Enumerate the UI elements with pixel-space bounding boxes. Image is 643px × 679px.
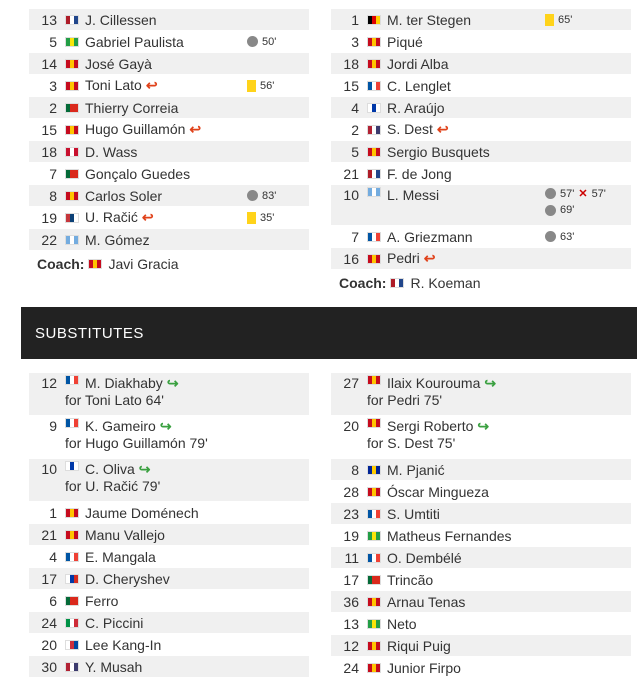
yellow-card-icon [247, 80, 256, 92]
shirt-number: 13 [343, 615, 359, 632]
away-coach-row [331, 270, 631, 297]
flag-fr-icon [367, 232, 381, 242]
player-name[interactable]: A. Griezmann [387, 228, 473, 245]
flag-uy-icon [65, 461, 79, 471]
away-sub-row[interactable] [331, 459, 631, 481]
home-player-row[interactable] [29, 229, 309, 251]
shirt-number: 4 [351, 99, 359, 116]
event-minute: 35' [260, 211, 275, 224]
player-name[interactable]: Sergi Roberto ↪ for S. Dest 75' [387, 418, 631, 452]
home-player-row[interactable] [29, 31, 309, 53]
substitution-in-icon: ↪ [484, 375, 497, 391]
shirt-number: 20 [343, 418, 359, 434]
flag-kr-icon [65, 640, 79, 650]
event-minute: 63' [560, 230, 575, 243]
player-name[interactable]: O. Dembélé [387, 549, 462, 566]
shirt-number: 24 [343, 659, 359, 676]
player-name[interactable]: Trincão [387, 571, 434, 588]
shirt-number: 4 [49, 548, 57, 565]
shirt-number: 36 [343, 593, 359, 610]
shirt-number: 5 [351, 143, 359, 160]
event-icons [247, 212, 309, 224]
flag-es-icon [367, 597, 381, 607]
flag-uy-icon [367, 103, 381, 113]
shirt-number: 21 [41, 526, 57, 543]
home-player-row[interactable] [29, 97, 309, 119]
shirt-number: 10 [343, 187, 359, 203]
flag-fr-icon [65, 375, 79, 385]
missed-penalty-icon: ✕ [578, 188, 588, 200]
shirt-number: 20 [41, 636, 57, 653]
away-substitutes [331, 373, 631, 679]
home-coach-row [29, 251, 309, 278]
player-name[interactable]: D. Cheryshev [85, 570, 170, 587]
shirt-number: 18 [343, 55, 359, 72]
flag-br-icon [367, 619, 381, 629]
substitution-in-icon: ↪ [477, 418, 490, 434]
player-name[interactable]: Sergio Busquets [387, 143, 490, 160]
away-sub-row[interactable] [331, 635, 631, 657]
flag-de-icon [367, 15, 381, 25]
player-name[interactable]: Lee Kang-In [85, 636, 162, 653]
flag-ar-icon [65, 235, 79, 245]
player-name[interactable]: M. Diakhaby ↪ for Toni Lato 64' [85, 375, 309, 409]
goal-ball-icon [247, 36, 258, 47]
flag-es-icon [65, 125, 79, 135]
shirt-number: 8 [351, 461, 359, 478]
away-sub-row[interactable] [331, 503, 631, 525]
shirt-number: 1 [351, 11, 359, 28]
shirt-number: 21 [343, 165, 359, 182]
shirt-number: 17 [343, 571, 359, 588]
player-name[interactable]: Junior Firpo [387, 659, 461, 676]
substitution-out-icon: ↩ [423, 250, 436, 266]
player-name[interactable]: Gabriel Paulista [85, 33, 184, 50]
shirt-number: 12 [343, 637, 359, 654]
event-icons [545, 231, 631, 243]
flag-fr-icon [367, 553, 381, 563]
substitution-in-icon: ↪ [138, 461, 151, 477]
substitution-out-icon: ↩ [189, 121, 202, 137]
home-player-row[interactable] [29, 163, 309, 185]
shirt-number: 13 [41, 11, 57, 28]
event-icons [247, 36, 309, 48]
flag-pt-icon [65, 103, 79, 113]
flag-dk-icon [65, 147, 79, 157]
home-sub-row[interactable] [29, 612, 309, 634]
away-player-row[interactable] [331, 248, 631, 270]
shirt-number: 23 [343, 505, 359, 522]
substitution-detail: for U. Račić 79' [65, 478, 161, 494]
flag-es-icon [367, 663, 381, 673]
goal-ball-icon [545, 205, 556, 216]
home-player-row[interactable] [29, 185, 309, 207]
home-player-row[interactable] [29, 53, 309, 75]
shirt-number: 7 [351, 228, 359, 245]
shirt-number: 7 [49, 165, 57, 182]
shirt-number: 5 [49, 33, 57, 50]
player-name[interactable]: Gonçalo Guedes [85, 165, 191, 182]
player-name[interactable]: Thierry Correia [85, 99, 179, 116]
player-name[interactable]: Hugo Guillamón ↩ [85, 121, 202, 137]
event-minute: 69' [560, 204, 575, 216]
player-name[interactable]: S. Dest ↩ [387, 121, 449, 137]
substitution-detail: for S. Dest 75' [367, 435, 456, 451]
away-player-row[interactable] [331, 97, 631, 119]
player-name[interactable]: S. Umtiti [387, 505, 440, 522]
player-name[interactable]: Ferro [85, 592, 119, 609]
home-lineup [29, 9, 309, 278]
shirt-number: 2 [49, 99, 57, 116]
home-substitutes [29, 373, 309, 678]
shirt-number: 24 [41, 614, 57, 631]
flag-br-icon [367, 531, 381, 541]
player-name[interactable]: Pedri ↩ [387, 250, 436, 266]
home-player-row[interactable] [29, 141, 309, 163]
away-player-row[interactable] [331, 119, 631, 141]
flag-nl-icon [65, 15, 79, 25]
flag-ba-icon [367, 465, 381, 475]
shirt-number: 14 [41, 55, 57, 72]
flag-es-icon [65, 59, 79, 69]
flag-pt-icon [65, 169, 79, 179]
home-player-row[interactable] [29, 75, 309, 97]
yellow-card-icon [545, 14, 554, 26]
event-minute: 65' [558, 13, 573, 26]
player-name[interactable]: Manu Vallejo [85, 526, 165, 543]
player-name[interactable]: Jaume Doménech [85, 504, 199, 521]
away-lineup [331, 9, 631, 297]
substitution-detail: for Pedri 75' [367, 392, 443, 408]
flag-es-icon [367, 375, 381, 385]
home-sub-row[interactable] [29, 524, 309, 546]
home-player-row[interactable] [29, 9, 309, 31]
player-name[interactable]: F. de Jong [387, 165, 452, 182]
home-sub-row[interactable] [29, 568, 309, 590]
flag-rs-icon [65, 213, 79, 223]
substitution-out-icon: ↩ [141, 209, 154, 225]
away-sub-row[interactable] [331, 373, 631, 416]
player-name[interactable]: E. Mangala [85, 548, 156, 565]
flag-es-icon [367, 147, 381, 157]
shirt-number: 28 [343, 483, 359, 500]
player-name[interactable]: Óscar Mingueza [387, 483, 489, 500]
flag-es-icon [367, 59, 381, 69]
home-sub-row[interactable] [29, 459, 309, 502]
home-sub-row[interactable] [29, 502, 309, 524]
shirt-number: 19 [343, 527, 359, 544]
event-line [545, 187, 606, 200]
shirt-number: 12 [41, 375, 57, 391]
player-name[interactable]: Toni Lato ↩ [85, 77, 158, 93]
player-name[interactable]: Jordi Alba [387, 55, 449, 72]
shirt-number: 6 [49, 592, 57, 609]
shirt-number: 8 [49, 187, 57, 204]
away-player-row[interactable] [331, 163, 631, 185]
away-player-row[interactable] [331, 75, 631, 97]
player-name[interactable]: U. Račić ↩ [85, 209, 154, 225]
flag-es-icon [367, 487, 381, 497]
flag-fr-icon [65, 552, 79, 562]
shirt-number: 17 [41, 570, 57, 587]
coach-label: Coach: [37, 256, 85, 272]
away-player-row[interactable] [331, 53, 631, 75]
away-player-row[interactable] [331, 185, 631, 226]
substitution-in-icon: ↪ [159, 418, 172, 434]
event-line [545, 204, 574, 216]
substitution-out-icon: ↩ [145, 77, 158, 93]
flag-us-icon [65, 662, 79, 672]
substitutes-header [21, 307, 637, 359]
shirt-number: 3 [49, 77, 57, 94]
flag-es-icon [65, 508, 79, 518]
away-player-row[interactable] [331, 31, 631, 53]
event-minute: 50' [262, 35, 277, 48]
substitutes-title: SUBSTITUTES [35, 324, 144, 342]
home-player-row[interactable] [29, 207, 309, 229]
shirt-number: 16 [343, 250, 359, 267]
flag-es-icon [65, 530, 79, 540]
away-sub-row[interactable] [331, 525, 631, 547]
substitution-detail: for Toni Lato 64' [65, 392, 164, 408]
player-name[interactable]: C. Oliva ↪ for U. Račić 79' [85, 461, 309, 495]
substitution-detail: for Hugo Guillamón 79' [65, 435, 208, 451]
player-name[interactable]: Y. Musah [85, 658, 143, 675]
shirt-number: 11 [344, 549, 359, 566]
away-player-row[interactable] [331, 141, 631, 163]
flag-fr-icon [367, 509, 381, 519]
player-name[interactable]: R. Araújo [387, 99, 445, 116]
flag-es-icon [65, 191, 79, 201]
flag-pt-icon [367, 575, 381, 585]
away-player-row[interactable] [331, 9, 631, 31]
player-name[interactable]: Carlos Soler [85, 187, 163, 204]
flag-nl-icon [390, 278, 404, 288]
event-icons [545, 187, 631, 216]
flag-pt-icon [65, 596, 79, 606]
player-name[interactable]: C. Lenglet [387, 77, 451, 94]
shirt-number: 30 [41, 658, 57, 675]
event-minute: 57' [560, 187, 575, 200]
away-sub-row[interactable] [331, 591, 631, 613]
away-sub-row[interactable] [331, 569, 631, 591]
away-sub-row[interactable] [331, 481, 631, 503]
coach-name[interactable]: R. Koeman [410, 275, 481, 291]
shirt-number: 9 [49, 418, 57, 434]
flag-es-icon [65, 81, 79, 91]
flag-br-icon [65, 37, 79, 47]
flag-es-icon [367, 418, 381, 428]
player-name[interactable]: José Gayà [85, 55, 152, 72]
home-sub-row[interactable] [29, 634, 309, 656]
home-sub-row[interactable] [29, 656, 309, 678]
player-name[interactable]: Ilaix Kourouma ↪ for Pedri 75' [387, 375, 631, 409]
shirt-number: 22 [41, 231, 57, 248]
goal-ball-icon [545, 188, 556, 199]
goal-ball-icon [545, 231, 556, 242]
away-sub-row[interactable] [331, 547, 631, 569]
event-minute: 56' [260, 79, 275, 92]
away-sub-row[interactable] [331, 657, 631, 679]
player-name[interactable]: D. Wass [85, 143, 138, 160]
event-minute: 57' [591, 187, 606, 200]
player-name[interactable]: Matheus Fernandes [387, 527, 512, 544]
flag-nl-icon [367, 169, 381, 179]
player-name[interactable]: M. Pjanić [387, 461, 445, 478]
player-name[interactable]: M. Gómez [85, 231, 150, 248]
player-name[interactable]: Piqué [387, 33, 423, 50]
coach-label: Coach: [339, 275, 387, 291]
shirt-number: 3 [351, 33, 359, 50]
substitution-in-icon: ↪ [166, 375, 179, 391]
home-player-row[interactable] [29, 119, 309, 141]
player-name[interactable]: Neto [387, 615, 417, 632]
flag-us-icon [367, 125, 381, 135]
player-name[interactable]: L. Messi [387, 187, 440, 203]
shirt-number: 15 [41, 121, 57, 138]
flag-it-icon [65, 618, 79, 628]
away-player-row[interactable] [331, 226, 631, 248]
away-sub-row[interactable] [331, 416, 631, 459]
event-icons [247, 80, 309, 92]
shirt-number: 10 [41, 461, 57, 477]
flag-es-icon [88, 259, 102, 269]
player-name[interactable]: J. Cillessen [85, 11, 157, 28]
coach-name[interactable]: Javi Gracia [108, 256, 179, 272]
yellow-card-icon [247, 212, 256, 224]
event-icons [545, 14, 631, 26]
home-sub-row[interactable] [29, 590, 309, 612]
player-name[interactable]: C. Piccini [85, 614, 144, 631]
shirt-number: 1 [49, 504, 57, 521]
home-sub-row[interactable] [29, 373, 309, 416]
home-sub-row[interactable] [29, 546, 309, 568]
shirt-number: 18 [41, 143, 57, 160]
shirt-number: 27 [343, 375, 359, 391]
player-name[interactable]: K. Gameiro ↪ for Hugo Guillamón 79' [85, 418, 309, 452]
flag-es-icon [367, 641, 381, 651]
flag-es-icon [367, 254, 381, 264]
shirt-number: 2 [351, 121, 359, 138]
flag-es-icon [367, 37, 381, 47]
flag-fr-icon [65, 418, 79, 428]
flag-fr-icon [367, 81, 381, 91]
player-name[interactable]: Arnau Tenas [387, 593, 466, 610]
event-minute: 83' [262, 189, 277, 202]
shirt-number: 15 [343, 77, 359, 94]
home-sub-row[interactable] [29, 416, 309, 459]
shirt-number: 19 [41, 209, 57, 226]
player-name[interactable]: Riqui Puig [387, 637, 451, 654]
flag-ar-icon [367, 187, 381, 197]
flag-ru-icon [65, 574, 79, 584]
away-sub-row[interactable] [331, 613, 631, 635]
event-icons [247, 190, 309, 202]
substitution-out-icon: ↩ [436, 121, 449, 137]
player-name[interactable]: M. ter Stegen [387, 11, 472, 28]
goal-ball-icon [247, 190, 258, 201]
